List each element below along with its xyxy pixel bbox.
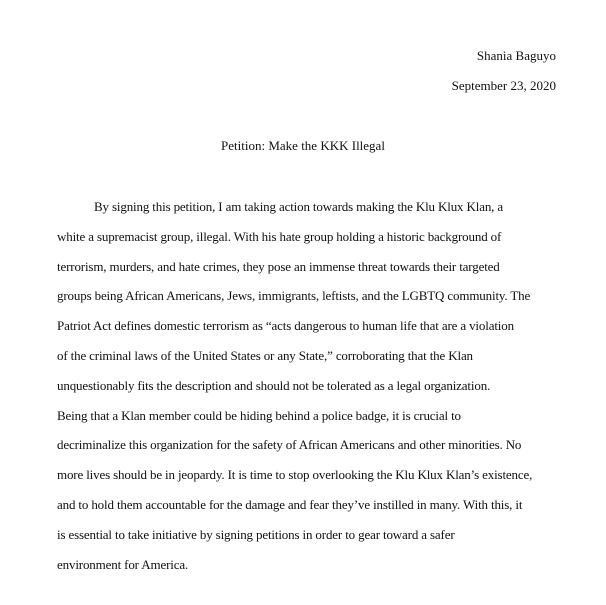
paragraph-line: By signing this petition, I am taking action towards making the Klu Klux Klan, a <box>94 199 503 214</box>
document-title: Petition: Make the KKK Illegal <box>221 138 385 153</box>
author-name: Shania Baguyo <box>476 48 556 63</box>
petition-paragraph <box>57 198 557 585</box>
paragraph-line: white a supremacist group, illegal. With his hate group holding a historic background of <box>57 228 502 244</box>
paragraph-line: Being that a Klan member could be hiding behind a police badge, it is crucial to <box>57 407 461 423</box>
paragraph-line: groups being African Americans, Jews, immigrants, leftists, and the LGBTQ community. The <box>57 288 531 304</box>
paragraph-line: environment for America. <box>57 556 189 572</box>
paragraph-line: unquestionably fits the description and should not be tolerated as a legal organization. <box>57 377 491 393</box>
paragraph-line: Patriot Act defines domestic terrorism as “acts dangerous to human life that are a violation <box>57 318 514 334</box>
paragraph-line: of the criminal laws of the United States or any State,” corroborating that the Klan <box>57 347 473 363</box>
paragraph-line: terrorism, murders, and hate crimes, they pose an immense threat towards their targeted <box>57 258 500 274</box>
paragraph-line: and to hold them accountable for the damage and fear they’ve instilled in many. With this, it <box>57 496 523 512</box>
paragraph-line: is essential to take initiative by signing petitions in order to gear toward a safer <box>57 526 455 542</box>
paragraph-line: more lives should be in jeopardy. It is time to stop overlooking the Klu Klux Klan’s existence, <box>57 467 533 483</box>
document-date: September 23, 2020 <box>451 78 556 93</box>
paragraph-line: decriminalize this organization for the safety of African Americans and other minorities. No <box>57 437 522 453</box>
